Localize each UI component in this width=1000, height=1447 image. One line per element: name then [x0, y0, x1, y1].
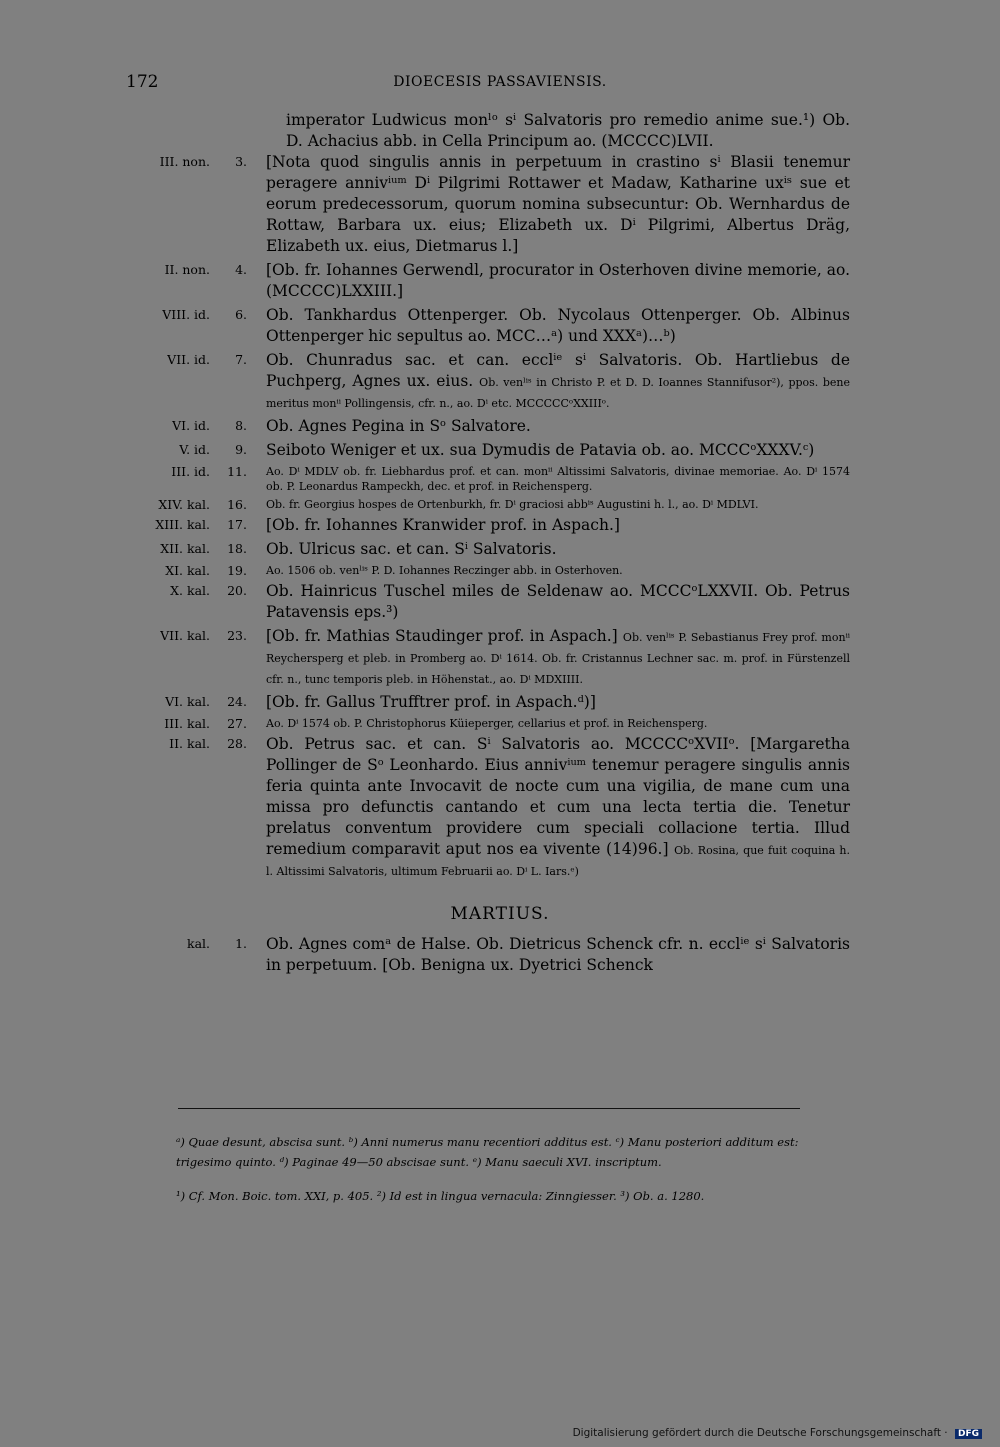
entry-text: Ao. Dⁱ 1574 ob. P. Christophorus Küieperger, cellarius et prof. in Reichensperg. — [266, 717, 708, 730]
calendar-entry — [0, 464, 1000, 494]
entry-date: VI. id. — [172, 418, 210, 433]
entry-text-block — [266, 152, 850, 257]
entry-text-block — [266, 305, 850, 347]
calendar-entry — [0, 152, 1000, 257]
entry-text-block — [266, 515, 850, 536]
calendar-entry — [0, 416, 1000, 437]
entry-text: [Nota quod singulis annis in perpetuum in crastino sⁱ Blasii tenemur peragere annivⁱᵘᵐ Dⁱ Pilgrimi Rottawer et Madaw, Katharine uxⁱˢ sue et eorum predecessorum, quorum nomina subsecuntur: Ob. Wernhardus de Rottaw, Barbara ux. eius; Elizabeth ux. Dⁱ Pilgrimi, Albertus Dräg, Elizabeth ux. eius, Dietmarus l.] — [266, 153, 850, 255]
entry-text-block — [266, 934, 850, 976]
entry-text: [Ob. fr. Gallus Trufftrer prof. in Aspach.ᵈ)] — [266, 693, 596, 711]
calendar-entry — [0, 716, 1000, 731]
entry-day: 28. — [227, 736, 247, 751]
entry-date: V. id. — [179, 442, 210, 457]
entry-day: 27. — [227, 716, 247, 731]
entry-date: II. non. — [164, 262, 210, 277]
entry-gap — [0, 881, 1000, 884]
entry-text-block — [266, 416, 850, 437]
calendar-entry — [0, 260, 1000, 302]
entry-date: VIII. id. — [162, 307, 210, 322]
entry-text-block — [266, 692, 850, 713]
entry-text-block — [266, 440, 850, 461]
entry-date: III. non. — [159, 154, 210, 169]
entry-date: VI. kal. — [165, 694, 210, 709]
entry-text: [Ob. fr. Iohannes Gerwendl, procurator in Osterhoven divine memorie, ao. (MCCCC)LXXIII.] — [266, 261, 850, 300]
entry-day: 6. — [235, 307, 247, 322]
entry-text: [Ob. fr. Mathias Staudinger prof. in Aspach.] — [266, 627, 618, 645]
entry-text-block — [266, 539, 850, 560]
entry-text: Ob. fr. Georgius hospes de Ortenburkh, fr. Dⁱ graciosi abbⁱˢ Augustini h. l., ao. Dⁱ MDLVI. — [266, 498, 759, 511]
entry-day: 20. — [227, 583, 247, 598]
calendar-entry — [0, 734, 1000, 881]
entry-day: 11. — [227, 464, 247, 479]
footer-text: Digitalisierung gefördert durch die Deutsche Forschungsgemeinschaft · — [572, 1427, 948, 1439]
entry-day: 24. — [227, 694, 247, 709]
entry-text-block — [266, 734, 850, 881]
entry-date: X. kal. — [170, 583, 210, 598]
entry-day: 7. — [235, 352, 247, 367]
calendar-entry — [0, 497, 1000, 512]
month-heading: MARTIUS. — [450, 904, 550, 924]
entry-date: XII. kal. — [160, 541, 210, 556]
entry-text-block — [266, 497, 850, 512]
entry-day: 1. — [235, 936, 247, 951]
entry-text: Ao. 1506 ob. venˡⁱˢ P. D. Iohannes Reczinger abb. in Osterhoven. — [266, 564, 623, 577]
february-list — [0, 152, 1000, 884]
entry-date: XIV. kal. — [158, 497, 210, 512]
entry-addition: Ob. venˡⁱˢ P. Sebastianus Frey prof. monⁱⁱ Reychersperg et pleb. in Promberg ao. Dⁱ 1614. Ob. fr. Cristannus Lechner sac. m. prof. in Fürstenzell cfr. n., tunc temporis pleb. in Höhenstat., ao. Dⁱ MDXIIII. — [266, 631, 850, 686]
calendar-entry — [0, 581, 1000, 623]
continuation-text: imperator Ludwicus monˡᵒ sⁱ Salvatoris pro remedio anime sue.¹) Ob. D. Achacius abb. in Cella Principum ao. (MCCCC)LVII. — [286, 111, 850, 150]
entry-text: Ob. Agnes comᵃ de Halse. Ob. Dietricus Schenck cfr. n. ecclⁱᵉ sⁱ Salvatoris in perpetuum. [Ob. Benigna ux. Dyetrici Schenck — [266, 935, 850, 974]
entry-text-block — [266, 716, 850, 731]
entry-day: 18. — [227, 541, 247, 556]
entry-text-block — [266, 464, 850, 494]
footnotes-numbers: ¹) Cf. Mon. Boic. tom. XXI, p. 405. ²) Id est in lingua vernacula: Zinngiesser. ³) Ob. a. 1280. — [176, 1189, 705, 1203]
calendar-entries — [0, 110, 1000, 979]
calendar-entry — [0, 626, 1000, 689]
dfg-logo-icon: DFG — [955, 1429, 982, 1439]
entry-text-block — [266, 563, 850, 578]
entry-day: 4. — [235, 262, 247, 277]
entry-day: 8. — [235, 418, 247, 433]
entry-day: 3. — [235, 154, 247, 169]
entry-text: Ob. Agnes Pegina in Sᵒ Salvatore. — [266, 417, 531, 435]
entry-gap — [0, 976, 1000, 979]
footnotes-letters: ᵃ) Quae desunt, abscisa sunt. ᵇ) Anni numerus manu recentiori additus est. ᶜ) Manu posteriori additum est: trigesimo quinto. ᵈ) Paginae 49—50 abscisae sunt. ᵉ) Manu saeculi XVI. inscriptum. — [176, 1135, 799, 1169]
entry-text: Ao. Dⁱ MDLV ob. fr. Liebhardus prof. et can. monⁱⁱ Altissimi Salvatoris, divinae memoriae. Ao. Dⁱ 1574 ob. P. Leonardus Rampeckh, dec. et prof. in Reichensperg. — [266, 465, 850, 493]
entry-text: [Ob. fr. Iohannes Kranwider prof. in Aspach.] — [266, 516, 620, 534]
entry-date: VII. kal. — [160, 628, 210, 643]
entry-text-block — [266, 581, 850, 623]
entry-day: 9. — [235, 442, 247, 457]
dfg-footer — [573, 1427, 982, 1439]
footnote-rule — [178, 1108, 800, 1109]
entry-date: XIII. kal. — [155, 517, 210, 532]
calendar-entry — [0, 692, 1000, 713]
entry-text: Seiboto Weniger et ux. sua Dymudis de Patavia ob. ao. MCCCᵒXXXV.ᶜ) — [266, 441, 815, 459]
calendar-entry — [0, 350, 1000, 413]
entry-day: 19. — [227, 563, 247, 578]
entry-text: Ob. Hainricus Tuschel miles de Seldenaw ao. MCCCᵒLXXVII. Ob. Petrus Patavensis eps.³) — [266, 582, 850, 621]
entry-addition: Ob. venˡⁱˢ in Christo P. et D. D. Ioannes Stannifusor²), ppos. bene meritus monⁱⁱ Pollingensis, cfr. n., ao. Dⁱ etc. MCCCCCᵒXXIIIᵒ. — [266, 376, 850, 410]
entry-text-block — [266, 626, 850, 689]
page-header — [0, 72, 1000, 100]
calendar-entry — [0, 539, 1000, 560]
entry-date: XI. kal. — [165, 563, 210, 578]
march-list — [0, 934, 1000, 979]
entry-date: III. kal. — [164, 716, 210, 731]
entry-text: Ob. Ulricus sac. et can. Sⁱ Salvatoris. — [266, 540, 557, 558]
running-title: DIOECESIS PASSAVIENSIS. — [393, 74, 607, 90]
calendar-entry — [0, 305, 1000, 347]
entry-text: Ob. Chunradus sac. et can. ecclⁱᵉ sⁱ Salvatoris. Ob. Hartliebus de Puchperg, Agnes ux. eius. — [266, 351, 850, 390]
entry-text-block — [266, 350, 850, 413]
calendar-entry — [0, 934, 1000, 976]
entry-date: kal. — [187, 936, 210, 951]
calendar-entry — [0, 440, 1000, 461]
entry-text: Ob. Petrus sac. et can. Sⁱ Salvatoris ao. MCCCCᵒXVIIᵒ. [Margaretha Pollinger de Sᵒ Leonhardo. Eius annivⁱᵘᵐ tenemur peragere singulis annis feria quinta ante Invocavit de nocte cum una vigilia, de mane cum una missa pro defunctis cantando et cum una lecta tertia die. Tenetur prelatus conventum providere cum speciali collacione tertia. Illud remedium comparavit aput nos ea vivente (14)96.] — [266, 735, 850, 858]
calendar-entry — [0, 515, 1000, 536]
entry-text-block — [266, 260, 850, 302]
entry-text: Ob. Tankhardus Ottenperger. Ob. Nycolaus Ottenperger. Ob. Albinus Ottenperger hic sepultus ao. MCC…ᵃ) und XXXᵃ)…ᵇ) — [266, 306, 850, 345]
entry-date: II. kal. — [169, 736, 210, 751]
entry-day: 16. — [227, 497, 247, 512]
entry-addition: Ob. Rosina, que fuit coquina h. l. Altissimi Salvatoris, ultimum Februarii ao. Dⁱ L. Iars.ᵉ) — [266, 844, 850, 878]
entry-day: 23. — [227, 628, 247, 643]
entry-date: VII. id. — [167, 352, 210, 367]
calendar-entry — [0, 563, 1000, 578]
page-number: 172 — [126, 72, 159, 92]
entry-day: 17. — [227, 517, 247, 532]
entry-date: III. id. — [171, 464, 210, 479]
